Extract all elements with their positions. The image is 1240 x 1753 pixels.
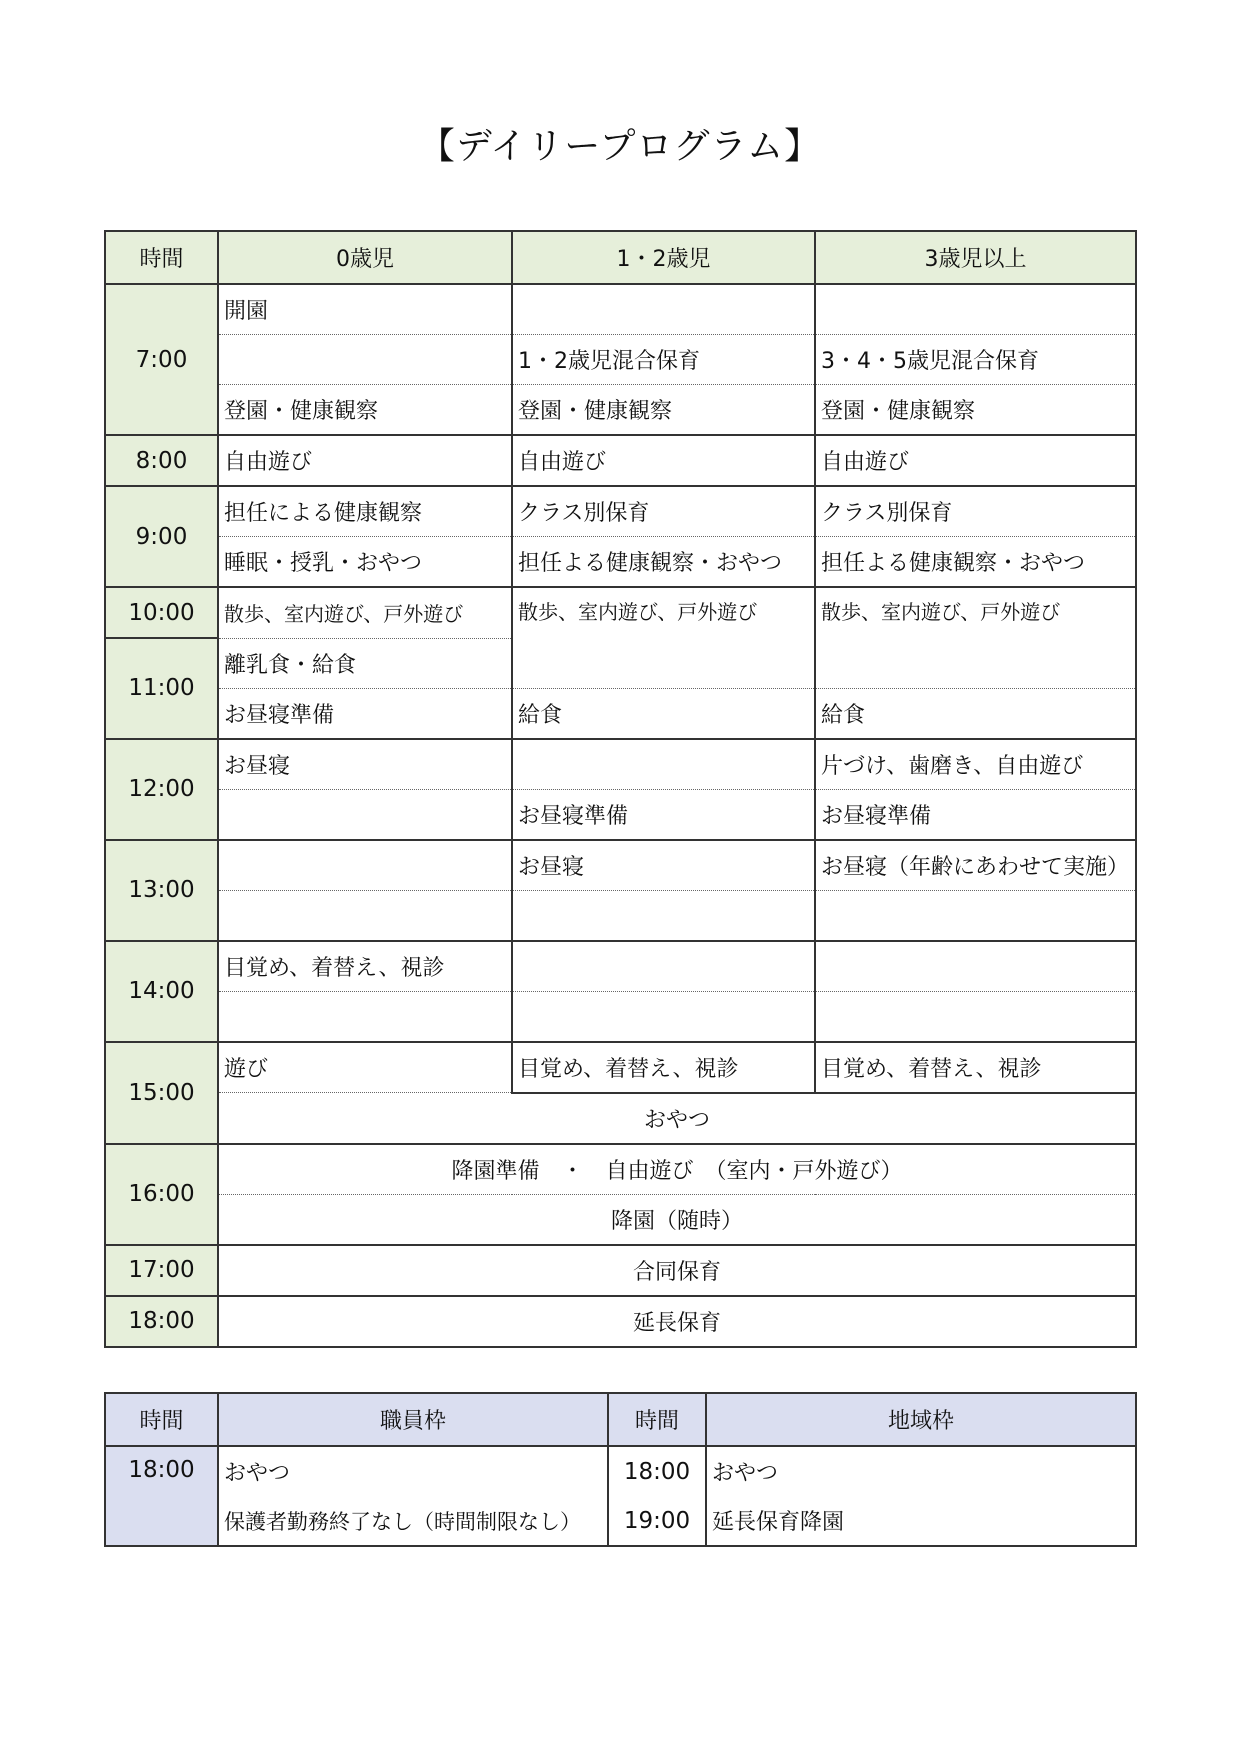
header-row xyxy=(105,231,1136,284)
time-cell: 10:00 xyxy=(105,587,218,638)
table-row xyxy=(105,789,1136,840)
cell-age3plus: お昼寝（年齢にあわせて実施） xyxy=(815,840,1136,891)
cell-age3plus: お昼寝準備 xyxy=(815,789,1136,840)
table-row xyxy=(105,941,1136,992)
cell-age0 xyxy=(218,335,512,385)
merged-cell: おやつ xyxy=(218,1093,1136,1144)
table-row xyxy=(105,1245,1136,1296)
table-row xyxy=(105,435,1136,486)
time-cell: 13:00 xyxy=(105,840,218,941)
cell-age12: 1・2歳児混合保育 xyxy=(512,335,815,385)
time-cell: 12:00 xyxy=(105,739,218,840)
cell-age3plus: 片づけ、歯磨き、自由遊び xyxy=(815,739,1136,790)
cell-age12: お昼寝 xyxy=(512,840,815,891)
time-cell: 18:00 xyxy=(105,1296,218,1347)
table-row xyxy=(105,1446,1136,1496)
cell-age12: 散歩、室内遊び、戸外遊び xyxy=(512,587,815,688)
cell-age3plus: 3・4・5歳児混合保育 xyxy=(815,335,1136,385)
cell-age3plus xyxy=(815,284,1136,335)
extended-care-table xyxy=(104,1392,1137,1547)
cell-age3plus: 目覚め、着替え、視診 xyxy=(815,1042,1136,1093)
cell-age3plus: 自由遊び xyxy=(815,435,1136,486)
time-cell: 8:00 xyxy=(105,435,218,486)
cell-age3plus: 登園・健康観察 xyxy=(815,385,1136,436)
cell-age12 xyxy=(512,991,815,1042)
table-row xyxy=(105,1042,1136,1093)
table-row xyxy=(105,1296,1136,1347)
cell-age0: 離乳食・給食 xyxy=(218,638,512,688)
cell-age0 xyxy=(218,789,512,840)
cell-age0 xyxy=(218,991,512,1042)
header-staff: 職員枠 xyxy=(218,1393,608,1446)
table-row xyxy=(105,284,1136,335)
header-time: 時間 xyxy=(608,1393,706,1446)
time-cell: 16:00 xyxy=(105,1144,218,1245)
table-row xyxy=(105,1093,1136,1144)
time-cell: 18:00 xyxy=(608,1446,706,1496)
cell-age3plus xyxy=(815,941,1136,992)
time-cell: 7:00 xyxy=(105,284,218,435)
cell-age12: 担任よる健康観察・おやつ xyxy=(512,537,815,588)
cell-age0: お昼寝 xyxy=(218,739,512,790)
cell-age0: 開園 xyxy=(218,284,512,335)
time-cell: 15:00 xyxy=(105,1042,218,1144)
header-age12: 1・2歳児 xyxy=(512,231,815,284)
merged-cell: 延長保育 xyxy=(218,1296,1136,1347)
cell-age0: 自由遊び xyxy=(218,435,512,486)
cell-age3plus: 給食 xyxy=(815,688,1136,739)
cell-age12: 目覚め、着替え、視診 xyxy=(512,1042,815,1093)
staff-item: 保護者勤務終了なし（時間制限なし） xyxy=(218,1496,608,1546)
table-row xyxy=(105,385,1136,436)
cell-age3plus: 担任よる健康観察・おやつ xyxy=(815,537,1136,588)
time-cell: 11:00 xyxy=(105,638,218,739)
header-time: 時間 xyxy=(105,1393,218,1446)
table-row xyxy=(105,1194,1136,1245)
table-row xyxy=(105,840,1136,891)
merged-cell: 降園準備 ・ 自由遊び （室内・戸外遊び） xyxy=(218,1144,1136,1195)
cell-age12 xyxy=(512,739,815,790)
table-row xyxy=(105,991,1136,1042)
cell-age12: お昼寝準備 xyxy=(512,789,815,840)
table-row xyxy=(105,739,1136,790)
merged-cell: 降園（随時） xyxy=(218,1194,1136,1245)
cell-age12: 自由遊び xyxy=(512,435,815,486)
table-row xyxy=(105,537,1136,588)
cell-age3plus: クラス別保育 xyxy=(815,486,1136,537)
table-row xyxy=(105,1496,1136,1546)
cell-age3plus: 散歩、室内遊び、戸外遊び xyxy=(815,587,1136,688)
cell-age0: 散歩、室内遊び、戸外遊び xyxy=(218,587,512,638)
table-row xyxy=(105,1144,1136,1195)
cell-age3plus xyxy=(815,991,1136,1042)
header-time: 時間 xyxy=(105,231,218,284)
cell-age0: 睡眠・授乳・おやつ xyxy=(218,537,512,588)
cell-age12 xyxy=(512,941,815,992)
cell-age0: 遊び xyxy=(218,1042,512,1093)
cell-age0: 担任による健康観察 xyxy=(218,486,512,537)
header-area: 地域枠 xyxy=(706,1393,1136,1446)
table-row xyxy=(105,587,1136,638)
cell-age0: 登園・健康観察 xyxy=(218,385,512,436)
table-row xyxy=(105,335,1136,385)
time-cell: 19:00 xyxy=(608,1496,706,1546)
time-cell: 9:00 xyxy=(105,486,218,587)
header-age3plus: 3歳児以上 xyxy=(815,231,1136,284)
cell-age3plus xyxy=(815,890,1136,941)
cell-age12: 給食 xyxy=(512,688,815,739)
time-cell: 18:00 xyxy=(105,1446,218,1546)
header-row xyxy=(105,1393,1136,1446)
cell-age12: 登園・健康観察 xyxy=(512,385,815,436)
table-row xyxy=(105,890,1136,941)
table-row xyxy=(105,688,1136,739)
cell-age0: お昼寝準備 xyxy=(218,688,512,739)
table-row xyxy=(105,486,1136,537)
page-title: 【デイリープログラム】 xyxy=(418,126,822,167)
area-item: 延長保育降園 xyxy=(706,1496,1136,1546)
cell-age12 xyxy=(512,284,815,335)
cell-age0: 目覚め、着替え、視診 xyxy=(218,941,512,992)
cell-age0 xyxy=(218,890,512,941)
time-cell: 14:00 xyxy=(105,941,218,1042)
header-age0: 0歳児 xyxy=(218,231,512,284)
time-cell: 17:00 xyxy=(105,1245,218,1296)
staff-item: おやつ xyxy=(218,1446,608,1496)
cell-age12 xyxy=(512,890,815,941)
cell-age0 xyxy=(218,840,512,891)
merged-cell: 合同保育 xyxy=(218,1245,1136,1296)
cell-age12: クラス別保育 xyxy=(512,486,815,537)
daily-program-table xyxy=(104,230,1137,1348)
area-item: おやつ xyxy=(706,1446,1136,1496)
